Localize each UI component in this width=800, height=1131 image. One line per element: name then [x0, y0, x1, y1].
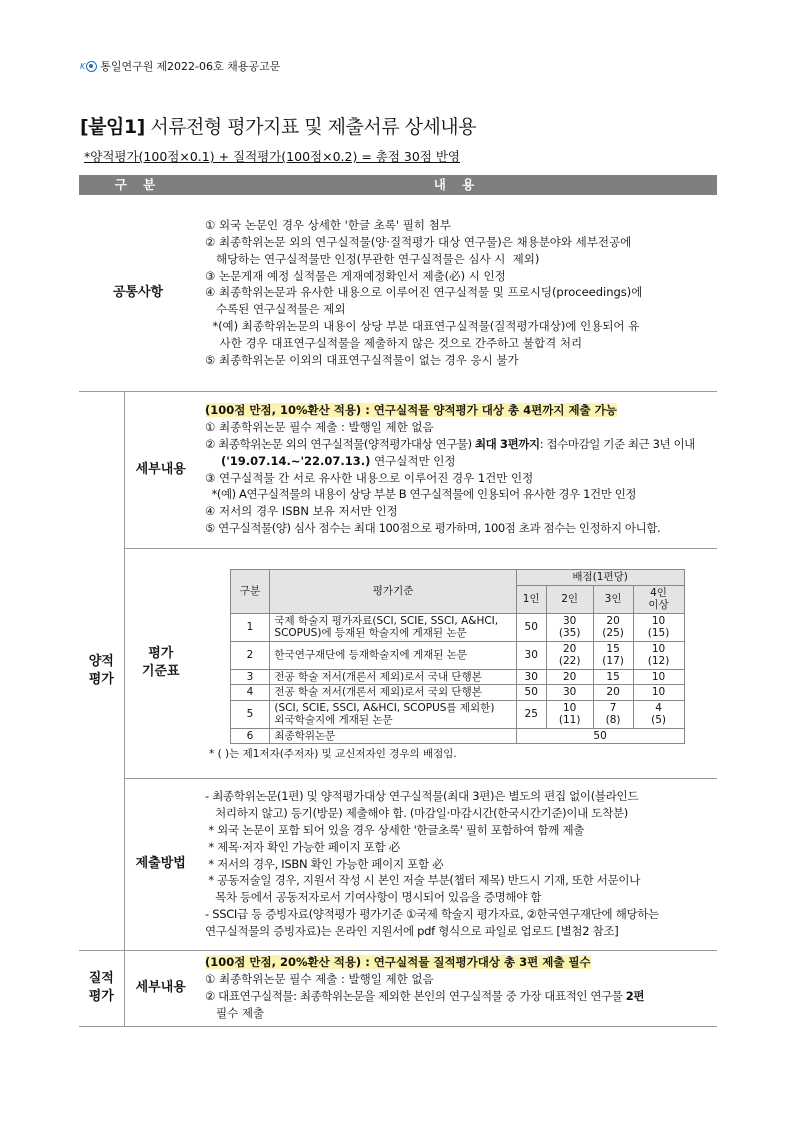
score-value-alt: (11) — [558, 714, 581, 727]
row-score-4p: 10 — [633, 669, 684, 685]
score-value: 30 — [562, 614, 577, 627]
row-no: 5 — [230, 700, 270, 728]
qual-label-line2: 평가 — [88, 989, 114, 1004]
criteria-head-score: 배점(1편당) — [516, 570, 684, 586]
criteria-label — [124, 548, 197, 778]
qual-highlight: (100점 만점, 20%환산 적용) : 연구실적물 질적평가대상 총 3편 제출 필수 — [205, 955, 591, 970]
score-value-alt: (15) — [647, 627, 670, 640]
qual-detail-label: 세부내용 — [124, 950, 197, 1026]
score-value-alt: (17) — [602, 655, 624, 668]
submit-line: * 제목·저자 확인 가능한 페이지 포함 必 — [205, 839, 400, 854]
score-value: 10 — [651, 642, 666, 655]
common-line: ② 최종학위논문 외의 연구실적물(양·질적평가 대상 연구물)은 채용분야와 세부전공에 — [205, 234, 632, 249]
row-score-1p: 50 — [516, 685, 546, 701]
quant-detail-content — [197, 391, 717, 548]
criteria-head-4p-a: 4인 — [650, 586, 667, 599]
score-value: 20 — [606, 614, 620, 627]
table-header-row — [79, 175, 717, 195]
row-no: 6 — [230, 728, 270, 744]
common-line: ⑤ 최종학위논문 이외의 대표연구실적물이 없는 경우 응시 불가 — [205, 352, 519, 367]
quant-line: 연구실적만 인정 — [370, 453, 456, 468]
submit-line: - SSCI급 등 증빙자료(양적평가 평가기준 ①국제 학술지 평가자료, ②한국연구재단에 해당하는 — [205, 906, 659, 921]
criteria-head-4p-b: 이상 — [648, 599, 669, 612]
row-score-2p — [546, 613, 593, 641]
row-score-2p — [546, 700, 593, 728]
table-row — [230, 641, 684, 669]
score-value: 10 — [562, 701, 577, 714]
document-header — [80, 58, 280, 74]
row-criteria: 전공 학술 저서(개론서 제외)로서 국내 단행본 — [270, 669, 516, 685]
table-row — [230, 669, 684, 685]
quant-date-range: ('19.07.14.~'22.07.13.) — [221, 453, 371, 468]
quant-label-line2: 평가 — [88, 671, 114, 687]
score-value-alt: (12) — [647, 655, 670, 668]
submit-line: * 저서의 경우, ISBN 확인 가능한 페이지 포함 必 — [205, 856, 444, 871]
qual-line: ② 대표연구실적물: 최종학위논문을 제외한 본인의 연구실적물 중 가장 대표적인 연구물 — [205, 989, 626, 1003]
quant-label-line1: 양적 — [88, 653, 114, 669]
row-score-4p — [633, 613, 684, 641]
row-criteria: 한국연구재단에 등재학술지에 게재된 논문 — [270, 641, 516, 669]
row-criteria — [270, 613, 516, 641]
quant-line: ③ 연구실적물 간 서로 유사한 내용으로 이루어진 경우 1건만 인정 — [205, 470, 534, 485]
row-score-3p — [593, 613, 633, 641]
qual-label — [79, 950, 124, 1026]
quant-line: *(예) A연구실적물의 내용이 상당 부분 B 연구실적물에 인용되어 유사한 경우 1건만 인정 — [205, 487, 637, 502]
row-score-4p — [633, 700, 684, 728]
row-score-4p — [633, 641, 684, 669]
common-label: 공통사항 — [79, 195, 197, 391]
table-row — [230, 728, 684, 744]
score-value: 15 — [606, 642, 620, 655]
submit-line: * 외국 논문이 포함 되어 있을 경우 상세한 '한글초록' 필히 포함하여 함께 제출 — [205, 823, 585, 837]
row-score-3p — [593, 700, 633, 728]
row-no: 3 — [230, 669, 270, 685]
quant-line-bold: 최대 3편까지 — [474, 436, 540, 451]
score-value-alt: (8) — [605, 714, 621, 727]
common-line: ① 외국 논문인 경우 상세한 '한글 초록' 필히 첨부 — [205, 218, 451, 233]
row-criteria — [270, 700, 516, 728]
criteria-label-line2: 기준표 — [141, 664, 180, 679]
quant-detail-label: 세부내용 — [124, 391, 197, 548]
qual-row — [79, 950, 717, 1026]
org-name: 통일연구원 — [100, 60, 154, 73]
evaluation-table — [79, 175, 717, 1027]
row-criteria-line: (SCI, SCIE, SSCI, A&HCI, SCOPUS를 제외한) — [274, 701, 495, 714]
quant-submit-row — [79, 778, 717, 950]
score-value-alt: (22) — [558, 655, 581, 668]
score-value: 4 — [655, 701, 662, 714]
score-value-alt: (5) — [651, 714, 666, 727]
score-value: 20 — [562, 642, 577, 655]
common-line: 사한 경우 대표연구실적물을 제출하지 않은 것으로 간주하고 불합격 처리 — [205, 335, 583, 350]
submit-line: - 최종학위논문(1편) 및 양적평가대상 연구실적물(최대 3편)은 별도의 편집 없이(블라인드 — [205, 789, 639, 804]
submit-line: 연구실적물의 증빙자료)는 온라인 지원서에 pdf 형식으로 파일로 업로드 [별첨2 참조] — [205, 923, 619, 938]
criteria-head-4p — [633, 585, 684, 613]
score-criteria-table — [230, 569, 685, 744]
row-criteria-line: 국제 학술지 평가자료(SCI, SCIE, SSCI, A&HCI, — [274, 614, 499, 627]
quant-label — [79, 391, 124, 950]
table-row — [230, 685, 684, 701]
qual-line: 필수 제출 — [205, 1005, 265, 1020]
score-value: 7 — [609, 701, 617, 714]
row-score-1p: 30 — [516, 641, 546, 669]
common-content — [197, 195, 717, 391]
criteria-content — [197, 548, 717, 778]
criteria-note: * ( )는 제1저자(주저자) 및 교신저자인 경우의 배점임. — [209, 748, 457, 761]
criteria-head-3p: 3인 — [593, 585, 633, 613]
criteria-head-criteria: 평가기준 — [270, 570, 516, 614]
quant-line: ② 최종학위논문 외의 연구실적물(양적평가대상 연구물) — [205, 436, 475, 451]
quant-detail-row — [79, 391, 717, 548]
qual-line-bold: 2편 — [625, 989, 645, 1003]
common-line: 해당하는 연구실적물만 인정(무관한 연구실적물은 심사 시 제외) — [205, 251, 540, 266]
row-score-3p: 20 — [593, 685, 633, 701]
common-line: 수록된 연구실적물은 제외 — [205, 302, 346, 317]
criteria-head-1p: 1인 — [516, 585, 546, 613]
doc-number: 제2022-06호 채용공고문 — [156, 60, 281, 73]
score-value-alt: (25) — [602, 627, 624, 640]
row-score-2p: 30 — [546, 685, 593, 701]
row-no: 1 — [230, 613, 270, 641]
row-criteria-line: 외국학술지에 게재된 논문 — [274, 714, 393, 727]
qual-label-line1: 질적 — [88, 971, 114, 986]
submit-line: * 공동저술일 경우, 지원서 작성 시 본인 저술 부분(챕터 제목) 반드시 기재, 또한 서문이나 — [205, 873, 641, 888]
quant-criteria-row — [79, 548, 717, 778]
kinu-logo-icon: K — [80, 61, 97, 72]
row-score-1p: 25 — [516, 700, 546, 728]
title-text: 서류전형 평가지표 및 제출서류 상세내용 — [144, 116, 477, 138]
score-value-alt: (35) — [558, 627, 581, 640]
row-no: 2 — [230, 641, 270, 669]
row-criteria: 전공 학술 저서(개론서 제외)로서 국외 단행본 — [270, 685, 516, 701]
submit-label: 제출방법 — [124, 778, 197, 950]
row-criteria: 최종학위논문 — [270, 728, 516, 744]
row-score-3p: 15 — [593, 669, 633, 685]
criteria-head-2p: 2인 — [546, 585, 593, 613]
row-score-3p — [593, 641, 633, 669]
row-no: 4 — [230, 685, 270, 701]
qual-line: ① 최종학위논문 필수 제출 : 발행일 제한 없음 — [205, 972, 434, 987]
common-line: ④ 최종학위논문과 유사한 내용으로 이루어진 연구실적물 및 프로시딩(proceedings)에 — [205, 285, 643, 300]
row-score-1p: 50 — [516, 613, 546, 641]
common-row — [79, 195, 717, 391]
quant-line: ① 최종학위논문 필수 제출 : 발행일 제한 없음 — [205, 420, 434, 435]
title-bracket: [붙임1] — [80, 116, 145, 138]
criteria-label-line1: 평가 — [148, 646, 174, 661]
score-value: 10 — [651, 614, 666, 627]
page-title — [80, 112, 476, 139]
quant-line: ④ 저서의 경우 ISBN 보유 저서만 인정 — [205, 504, 398, 519]
qual-detail-content — [197, 950, 717, 1026]
common-line: ③ 논문게재 예정 실적물은 게재예정확인서 제출(必) 시 인정 — [205, 268, 506, 283]
quant-highlight: (100점 만점, 10%환산 적용) : 연구실적물 양적평가 대상 총 4편까지 제출 가능 — [205, 403, 617, 418]
submit-line: 목차 등에서 공동저자로서 기여사항이 명시되어 있음을 증명해야 함 — [205, 890, 542, 905]
table-row — [230, 613, 684, 641]
quant-line: ⑤ 연구실적물(양) 심사 점수는 최대 100점으로 평가하며, 100점 초과 점수는 인정하지 아니함. — [205, 520, 661, 535]
submit-content — [197, 778, 717, 950]
row-score-2p — [546, 641, 593, 669]
quant-line: : 접수마감일 기준 최근 3년 이내 — [539, 436, 695, 451]
score-formula: *양적평가(100점×0.1) + 질적평가(100점×0.2) = 총점 30점 반영 — [84, 149, 460, 164]
common-line: *(예) 최종학위논문의 내용이 상당 부분 대표연구실적물(질적평가대상)에 인용되어 유 — [205, 318, 640, 333]
submit-line: 처리하지 않고) 등기(방문) 제출해야 함. (마감일·마감시간(한국시간기준)이내 도착분) — [205, 806, 628, 821]
row-score-4p: 10 — [633, 685, 684, 701]
row-score-2p: 20 — [546, 669, 593, 685]
row-score-1p: 30 — [516, 669, 546, 685]
row-score-all: 50 — [516, 728, 684, 744]
criteria-head-gubun: 구분 — [230, 570, 270, 614]
header-content: 내 용 — [197, 175, 717, 195]
table-row — [230, 700, 684, 728]
header-gubun: 구 분 — [79, 175, 197, 195]
row-criteria-line: SCOPUS)에 등재된 학술지에 게재된 논문 — [274, 627, 467, 640]
